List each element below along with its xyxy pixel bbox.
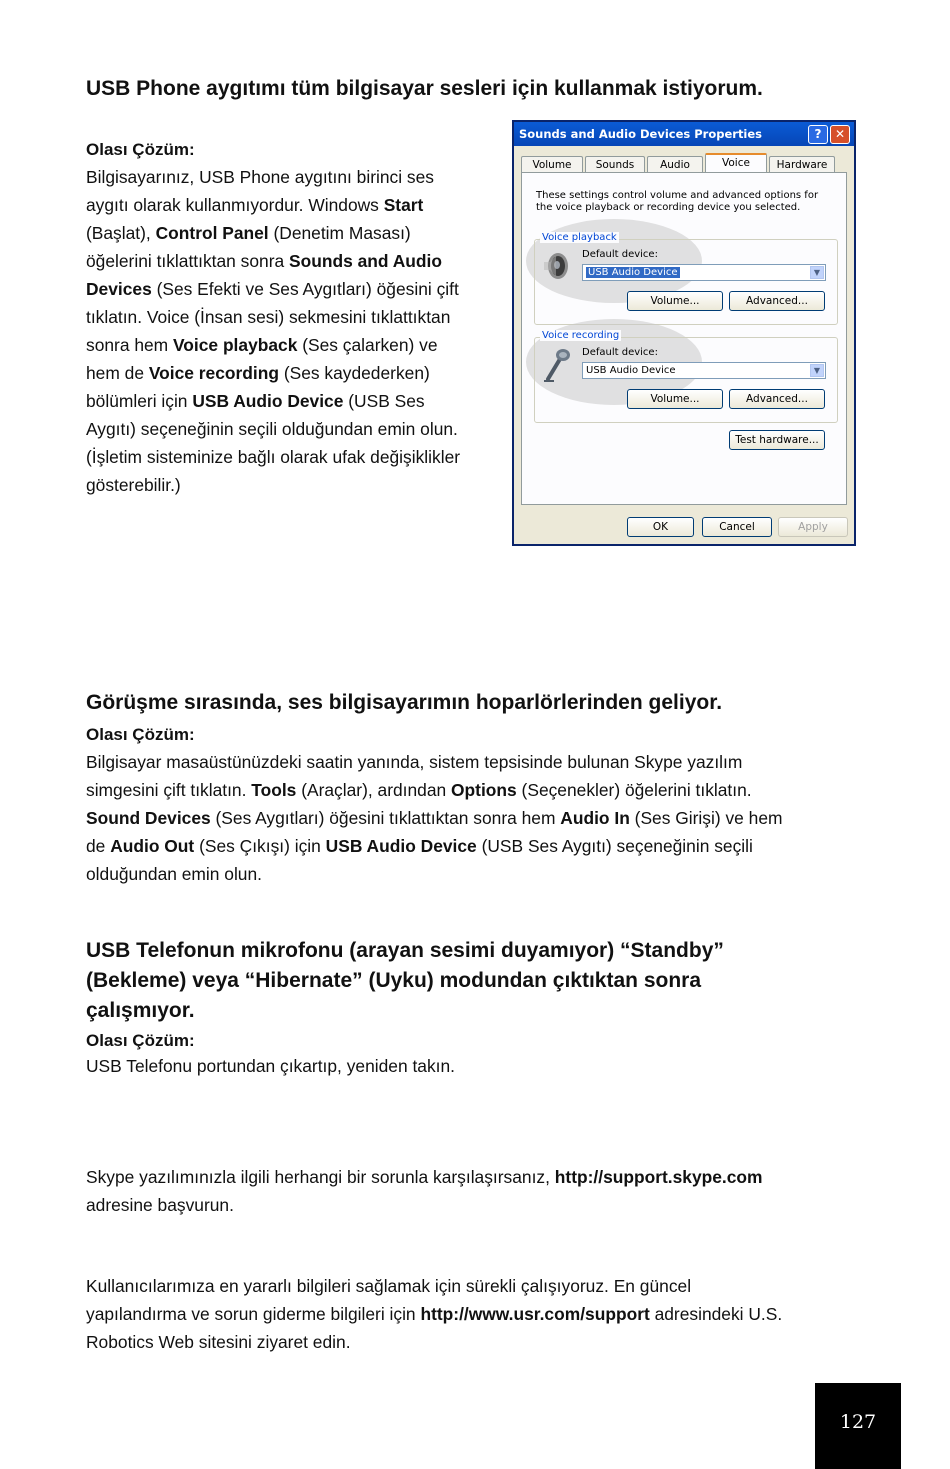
text-run: (Ses Aygıtları) öğesini tıklattıktan sonra hem (210, 808, 561, 828)
text-line (86, 415, 460, 443)
text-line (86, 1052, 455, 1080)
text-line (86, 443, 460, 471)
page-number: 127 (815, 1383, 901, 1469)
recording-volume-button[interactable]: Volume... (627, 389, 723, 409)
recording-group-label: Voice recording (542, 330, 620, 341)
text-line (86, 275, 460, 303)
text-line (86, 331, 460, 359)
tab-hardware[interactable]: Hardware (769, 156, 835, 172)
text-run: (Ses kaydederken) (278, 363, 430, 383)
text-line (86, 1300, 782, 1328)
section3-body (86, 1052, 455, 1080)
text-run: Aygıtı) seçeneğinin seçili olduğundan emin olun. (86, 419, 458, 439)
text-line (86, 748, 783, 776)
microphone-icon (542, 347, 572, 383)
bold-run: Control Panel (155, 223, 269, 243)
playback-advanced-button[interactable]: Advanced... (729, 291, 825, 311)
voice-tab-panel (521, 172, 847, 505)
text-line (86, 247, 460, 275)
text-line (86, 1272, 782, 1300)
cancel-button[interactable]: Cancel (702, 517, 772, 537)
section2-body (86, 748, 783, 888)
playback-device-select[interactable] (582, 264, 826, 281)
tab-volume[interactable]: Volume (521, 156, 583, 172)
text-line (86, 387, 460, 415)
text-run: Skype yazılımınızla ilgili herhangi bir sorunla karşılaşırsanız, (86, 1167, 555, 1187)
text-line (86, 303, 460, 331)
text-line (86, 219, 460, 247)
section3-heading-line: çalışmıyor. (86, 999, 195, 1022)
dialog-title: Sounds and Audio Devices Properties (519, 127, 763, 141)
text-run: simgesini çift tıklatın. (86, 780, 252, 800)
bold-run: Voice recording (148, 363, 279, 383)
text-run: (Denetim Masası) (268, 223, 411, 243)
dialog-title-bar (514, 122, 854, 146)
bold-run: Audio Out (110, 836, 195, 856)
bold-run: USB Audio Device (192, 391, 344, 411)
tab-audio[interactable]: Audio (647, 156, 703, 172)
text-line (86, 776, 783, 804)
usr-support-note (86, 1272, 782, 1356)
text-line (86, 1191, 763, 1219)
section2-solution-label: Olası Çözüm: (86, 725, 195, 744)
text-run: (Başlat), (86, 223, 156, 243)
recording-advanced-button[interactable]: Advanced... (729, 389, 825, 409)
bold-run: Sounds and Audio (289, 251, 442, 271)
text-run: adresine başvurun. (86, 1195, 234, 1215)
text-run: Robotics Web sitesini ziyaret edin. (86, 1332, 351, 1352)
chevron-down-icon: ▼ (810, 266, 824, 279)
text-run: (Ses Girişi) ve hem (629, 808, 783, 828)
skype-support-note (86, 1163, 763, 1219)
text-run: öğelerini tıklattıktan sonra (86, 251, 289, 271)
bold-run: Devices (86, 279, 152, 299)
section3-heading-line: (Bekleme) veya “Hibernate” (Uyku) modundan çıktıktan sonra (86, 969, 701, 992)
speaker-icon (540, 251, 572, 281)
text-run: sonra hem (86, 335, 173, 355)
section3-solution-label: Olası Çözüm: (86, 1031, 195, 1050)
text-line (86, 804, 783, 832)
text-run: (Ses Efekti ve Ses Aygıtları) öğesini çift (151, 279, 459, 299)
text-run: USB Telefonu portundan çıkartıp, yeniden takın. (86, 1056, 455, 1076)
bold-run: USB Audio Device (325, 836, 477, 856)
text-run: de (86, 836, 111, 856)
playback-group-label: Voice playback (542, 232, 617, 243)
bold-run: Options (451, 780, 517, 800)
section1-body (86, 163, 460, 499)
help-button[interactable]: ? (808, 125, 828, 144)
sound-properties-dialog (512, 120, 856, 546)
bold-run: http://www.usr.com/support (420, 1304, 650, 1324)
section1-heading: USB Phone aygıtımı tüm bilgisayar sesleri için kullanmak istiyorum. (86, 77, 763, 100)
recording-default-label: Default device: (582, 347, 658, 358)
playback-group (534, 239, 838, 325)
text-run: (Ses Çıkışı) için (194, 836, 326, 856)
text-line (86, 191, 460, 219)
text-run: Bilgisayarınız, USB Phone aygıtını birinci ses (86, 167, 434, 187)
section2-heading: Görüşme sırasında, ses bilgisayarımın hoparlörlerinden geliyor. (86, 691, 723, 714)
text-run: Kullanıcılarımıza en yararlı bilgileri sağlamak için sürekli çalışıyoruz. En güncel (86, 1276, 692, 1296)
text-run: Bilgisayar masaüstünüzdeki saatin yanında, sistem tepsisinde bulunan Skype yazılım (86, 752, 743, 772)
text-line (86, 359, 460, 387)
text-line (86, 471, 460, 499)
text-run: olduğundan emin olun. (86, 864, 262, 884)
bold-run: Voice playback (173, 335, 298, 355)
text-line (86, 832, 783, 860)
bold-run: Sound Devices (86, 808, 211, 828)
text-line (86, 163, 460, 191)
playback-default-label: Default device: (582, 249, 658, 260)
chevron-down-icon: ▼ (810, 364, 824, 377)
tab-voice[interactable]: Voice (705, 153, 767, 173)
voice-description: These settings control volume and advanced options for the voice playback or recording device you selected. (536, 190, 819, 213)
text-run: bölümleri için (86, 391, 193, 411)
text-run: adresindeki U.S. (649, 1304, 783, 1324)
text-run: (Araçlar), ardından (296, 780, 452, 800)
apply-button[interactable]: Apply (778, 517, 848, 537)
recording-group (534, 337, 838, 423)
text-line (86, 860, 783, 888)
recording-device-select[interactable] (582, 362, 826, 379)
section1-solution-label: Olası Çözüm: (86, 140, 195, 159)
section3-heading (86, 936, 724, 1026)
text-line (86, 1328, 782, 1356)
recording-device-value: USB Audio Device (586, 365, 676, 376)
bold-run: Tools (251, 780, 297, 800)
text-run: (USB Ses (343, 391, 425, 411)
text-run: (Seçenekler) öğelerini tıklatın. (516, 780, 752, 800)
close-button[interactable]: ✕ (830, 125, 850, 144)
text-run: (İşletim sisteminize bağlı olarak ufak değişiklikler (86, 447, 461, 467)
text-run: hem de (86, 363, 149, 383)
tab-sounds[interactable]: Sounds (585, 156, 645, 172)
text-run: yapılandırma ve sorun giderme bilgileri için (86, 1304, 421, 1324)
bold-run: http://support.skype.com (554, 1167, 763, 1187)
text-run: aygıtı olarak kullanmıyordur. Windows (86, 195, 384, 215)
ok-button[interactable]: OK (627, 517, 694, 537)
bold-run: Audio In (560, 808, 630, 828)
bold-run: Start (383, 195, 424, 215)
playback-volume-button[interactable]: Volume... (627, 291, 723, 311)
text-run: (Ses çalarken) ve (297, 335, 438, 355)
text-line (86, 1163, 763, 1191)
text-run: gösterebilir.) (86, 475, 181, 495)
playback-device-value: USB Audio Device (588, 267, 678, 278)
text-run: tıklatın. Voice (İnsan sesi) sekmesini tıklattıktan (86, 307, 451, 327)
text-run: (USB Ses Aygıtı) seçeneğinin seçili (476, 836, 753, 856)
section3-heading-line: USB Telefonun mikrofonu (arayan sesimi duyamıyor) “Standby” (86, 939, 724, 962)
test-hardware-button[interactable]: Test hardware... (729, 430, 825, 450)
